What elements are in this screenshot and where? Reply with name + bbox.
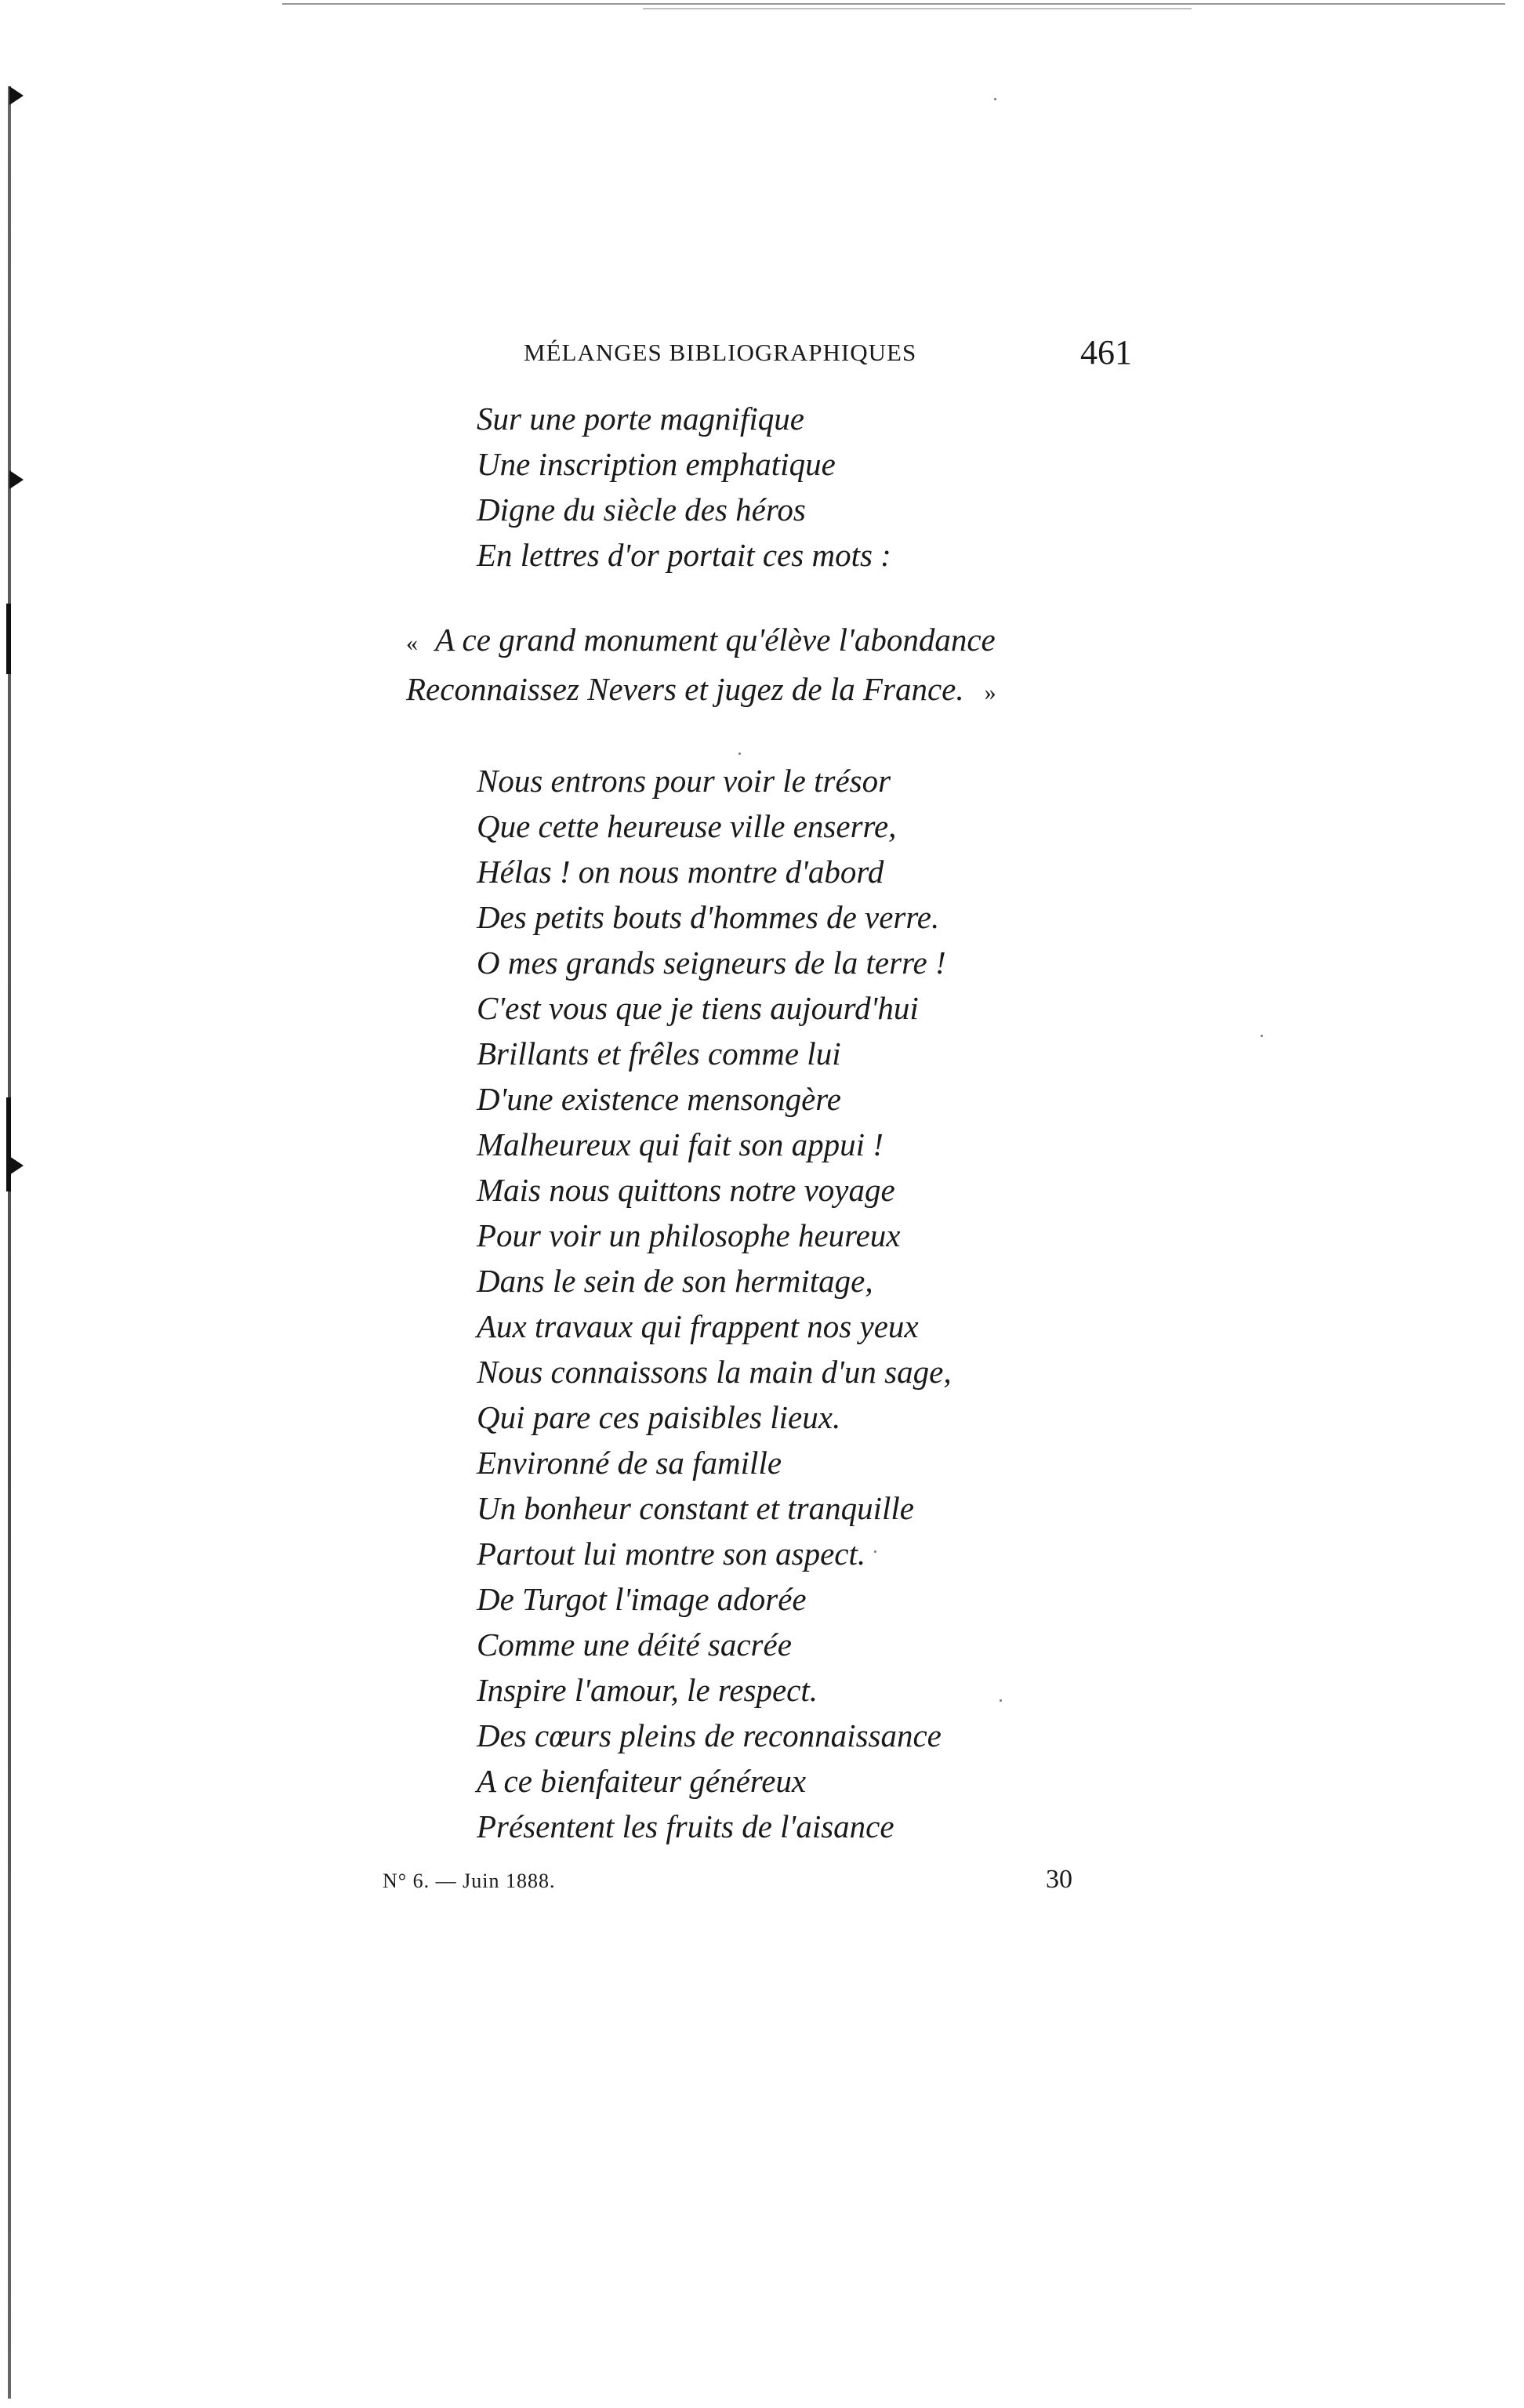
verse-line: Dans le sein de son hermitage, xyxy=(477,1263,873,1299)
inscription-stanza xyxy=(0,617,1524,716)
scan-top-rule xyxy=(282,3,1505,5)
binding-marker-icon xyxy=(9,86,24,105)
verse-line: En lettres d'or portait ces mots : xyxy=(477,537,891,573)
verse-line xyxy=(406,617,1524,666)
verse-line: Sur une porte magnifique xyxy=(477,401,804,437)
opening-quote: « xyxy=(406,630,418,656)
verse-line: C'est vous que je tiens aujourd'hui xyxy=(477,990,919,1026)
inscription-line: A ce grand monument qu'élève l'abondance xyxy=(435,622,996,658)
verse-line: De Turgot l'image adorée xyxy=(477,1581,807,1617)
verse-line: Des cœurs pleins de reconnaissance xyxy=(477,1717,942,1753)
issue-note: N° 6. — Juin 1888. xyxy=(383,1869,556,1892)
verse-line: Un bonheur constant et tranquille xyxy=(477,1490,915,1526)
scan-speck xyxy=(994,98,996,100)
stanza xyxy=(0,758,1524,1849)
poem-body xyxy=(0,396,1524,1849)
signature-number: 30 xyxy=(1046,1865,1072,1894)
verse-line: Aux travaux qui frappent nos yeux xyxy=(477,1308,919,1344)
verse-line: Brillants et frêles comme lui xyxy=(477,1035,841,1072)
verse-line: Pour voir un philosophe heureux xyxy=(477,1217,901,1253)
verse-line: Présentent les fruits de l'aisance xyxy=(477,1808,894,1844)
verse-line: Malheureux qui fait son appui ! xyxy=(477,1126,884,1162)
running-head: MÉLANGES BIBLIOGRAPHIQUES xyxy=(524,339,917,366)
scan-top-rule xyxy=(643,8,1192,9)
verse-line xyxy=(406,666,1524,716)
verse-line: Que cette heureuse ville enserre, xyxy=(477,808,897,844)
verse-line: Nous entrons pour voir le trésor xyxy=(477,763,891,799)
verse-line: Digne du siècle des héros xyxy=(477,491,806,528)
verse-line: Environné de sa famille xyxy=(477,1445,782,1481)
page-number: 461 xyxy=(1080,333,1132,372)
verse-line: Mais nous quittons notre voyage xyxy=(477,1172,895,1208)
verse-line: A ce bienfaiteur généreux xyxy=(477,1763,807,1799)
page-footer xyxy=(0,1865,1524,1909)
verse-line: Nous connaissons la main d'un sage, xyxy=(477,1354,952,1390)
inscription-line: Reconnaissez Nevers et jugez de la France. xyxy=(406,671,964,707)
verse-line: Des petits bouts d'hommes de verre. xyxy=(477,899,940,935)
stanza xyxy=(0,396,1524,578)
verse-line: Une inscription emphatique xyxy=(477,446,836,482)
verse-line: Hélas ! on nous montre d'abord xyxy=(477,854,884,890)
verse-line: Inspire l'amour, le respect. xyxy=(477,1672,818,1708)
closing-quote: » xyxy=(984,680,996,705)
verse-line: D'une existence mensongère xyxy=(477,1081,841,1117)
verse-line: O mes grands seigneurs de la terre ! xyxy=(477,945,946,981)
verse-line: Qui pare ces paisibles lieux. xyxy=(477,1399,841,1435)
page-header xyxy=(0,333,1524,384)
verse-line: Comme une déité sacrée xyxy=(477,1626,792,1663)
verse-line: Partout lui montre son aspect. xyxy=(477,1536,866,1572)
